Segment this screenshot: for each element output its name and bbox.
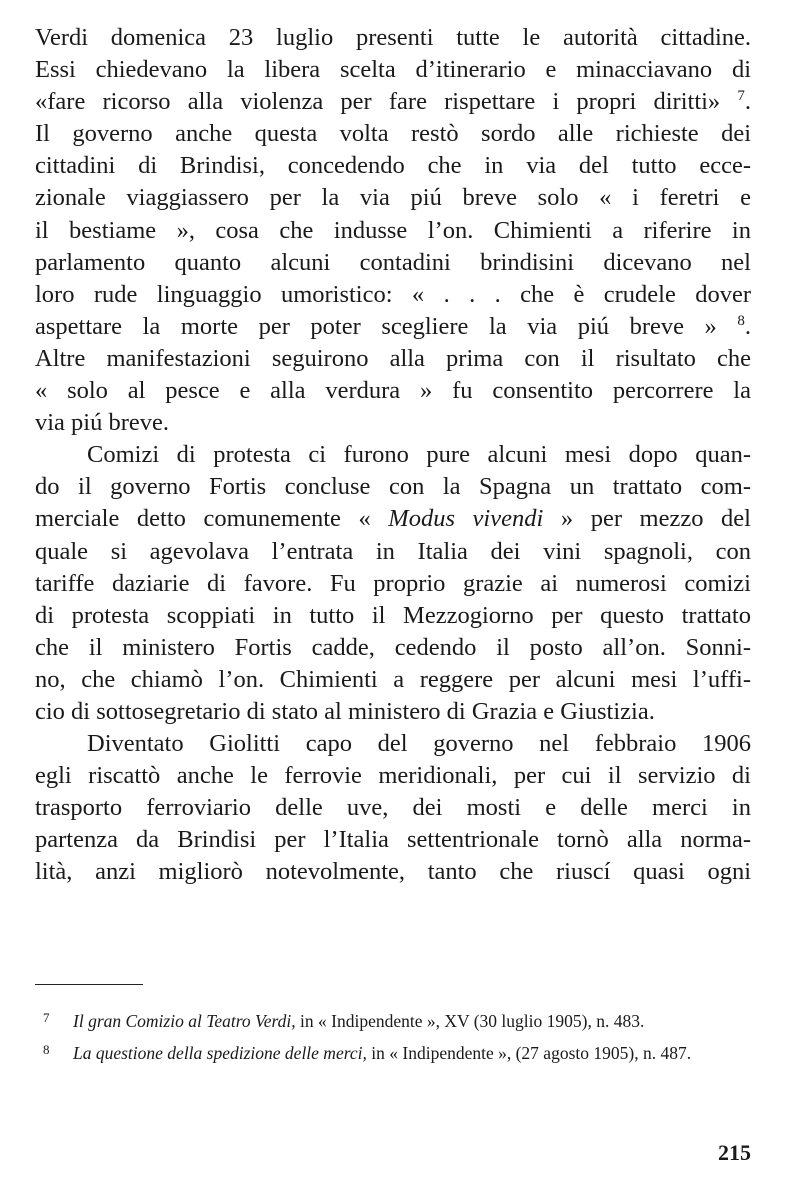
text-line: cio di sottosegretario di stato al ministero di Grazia e Giustizia. [35, 697, 655, 725]
footnote-number: 8 [43, 1042, 50, 1057]
footnote-text [73, 1042, 751, 1064]
footnote-citation: in « Indipendente », XV (30 luglio 1905), n. 483. [295, 1011, 645, 1031]
text-line: trasporto ferroviario delle uve, dei mosti e delle merci in [35, 794, 751, 822]
text-fragment: . [744, 312, 752, 340]
text-line: parlamento quanto alcuni contadini brindisini dicevano nel [35, 248, 751, 276]
footnote-ref-8: 8 [737, 312, 745, 329]
text-line: Altre manifestazioni seguirono alla prima con il risultato che [35, 344, 751, 372]
text-line: no, che chiamò l’on. Chimienti a reggere per alcuni mesi l’uffi- [35, 665, 751, 693]
text-fragment: » per mezzo del [543, 505, 751, 533]
footnote-divider [35, 984, 143, 985]
text-line: cittadini di Brindisi, concedendo che in via del tutto ecce- [35, 152, 751, 180]
text-fragment: aspettare la morte per poter scegliere la via piú breve » [35, 312, 717, 340]
text-line: egli riscattò anche le ferrovie meridionali, per cui il servizio di [35, 762, 751, 790]
main-text [35, 22, 751, 889]
text-line: lità, anzi migliorò notevolmente, tanto che riuscí quasi ogni [35, 858, 751, 886]
text-line: zionale viaggiassero per la via piú breve solo « i feretri e [35, 184, 751, 212]
text-line: « solo al pesce e alla verdura » fu consentito percorrere la [35, 377, 751, 405]
footnote-citation: in « Indipendente », (27 agosto 1905), n. 487. [366, 1043, 692, 1063]
text-line: Essi chiedevano la libera scelta d’itinerario e minacciavano di [35, 56, 751, 84]
footnote-8 [35, 1042, 751, 1064]
text-line: il bestiame », cosa che indusse l’on. Chimienti a riferire in [35, 216, 751, 244]
italic-title: Modus vivendi [388, 505, 544, 533]
text-line: quale si agevolava l’entrata in Italia dei vini spagnoli, con [35, 537, 751, 565]
text-line [35, 86, 751, 118]
text-fragment: merciale detto comunemente « [35, 505, 389, 533]
text-line: Verdi domenica 23 luglio presenti tutte le autorità cittadine. [35, 24, 751, 51]
page-number: 215 [718, 1140, 751, 1165]
text-line: tariffe daziarie di favore. Fu proprio grazie ai numerosi comizi [35, 569, 751, 597]
footnote-7 [35, 1010, 751, 1032]
text-fragment: «fare ricorso alla violenza per fare rispettare i propri diritti» [35, 88, 721, 116]
footnote-number: 7 [43, 1010, 50, 1025]
text-line: Comizi di protesta ci furono pure alcuni mesi dopo quan- [87, 441, 751, 469]
text-line: Diventato Giolitti capo del governo nel febbraio 1906 [87, 730, 751, 758]
text-line: Il governo anche questa volta restò sordo alle richieste dei [35, 120, 751, 148]
text-line: che il ministero Fortis cadde, cedendo il posto all’on. Sonni- [35, 633, 751, 661]
text-line: partenza da Brindisi per l’Italia settentrionale tornò alla norma- [35, 826, 751, 854]
text-line: do il governo Fortis concluse con la Spagna un trattato com- [35, 473, 751, 501]
text-line [35, 503, 751, 535]
text-line: loro rude linguaggio umoristico: « . . . che è crudele dover [35, 280, 751, 308]
footnote-ref-7: 7 [737, 88, 745, 105]
footnote-title: Il gran Comizio al Teatro Verdi, [73, 1011, 296, 1031]
text-line: di protesta scoppiati in tutto il Mezzogiorno per questo trattato [35, 601, 751, 629]
text-fragment: . [744, 88, 751, 116]
footnote-text [73, 1010, 751, 1032]
text-line [35, 311, 751, 343]
text-line: via piú breve. [35, 409, 170, 437]
footnote-title: La questione della spedizione delle merci, [73, 1043, 367, 1063]
footnotes [35, 1010, 751, 1074]
